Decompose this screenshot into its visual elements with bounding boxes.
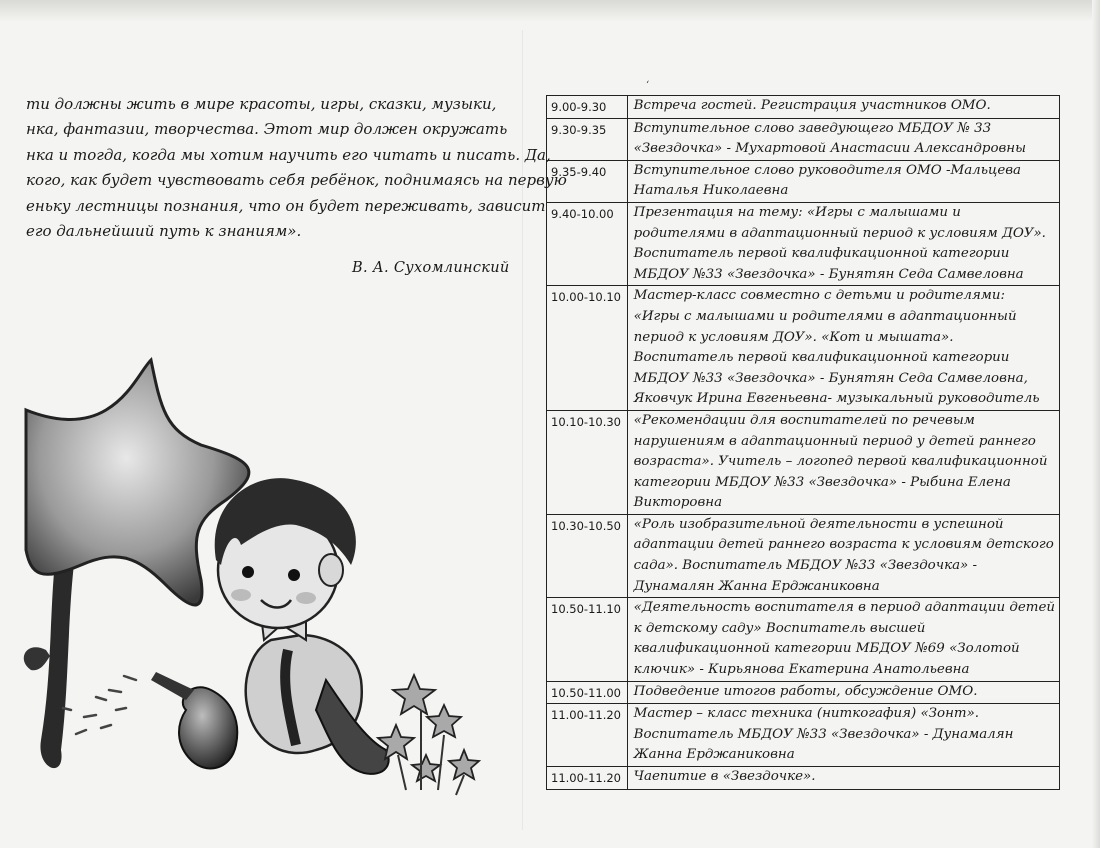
description-cell <box>627 202 1059 285</box>
table-row <box>547 681 1060 704</box>
boy-eye <box>242 566 254 578</box>
description-line: Дунамалян Жанна Ерджаниковна <box>633 578 880 594</box>
time-cell: 11.00-11.20 <box>547 767 628 790</box>
table-row <box>547 767 1060 790</box>
table-row <box>547 704 1060 767</box>
water-drops <box>63 676 136 734</box>
table-row <box>547 514 1060 597</box>
description-line: к детскому саду» Воспитатель высшей <box>633 620 926 636</box>
description-line: период к условиям ДОУ». «Кот и мышата». <box>633 329 954 345</box>
description-line: «Роль изобразительной деятельности в успешной <box>633 516 1004 532</box>
description-line: квалификационной категории МБДОУ №69 «Золотой <box>633 641 1020 657</box>
time-cell: 10.10-10.30 <box>547 410 628 514</box>
table-row <box>547 160 1060 202</box>
description-line: адаптации детей раннего возраста к условиям детского <box>633 537 1054 553</box>
description-cell <box>627 704 1059 767</box>
big-star <box>26 360 249 605</box>
description-line: Жанна Ерджаниковна <box>633 747 795 763</box>
description-cell <box>627 160 1059 202</box>
boy-watering-stars-illustration <box>26 350 506 810</box>
description-line: Подведение итогов работы, обсуждение ОМО. <box>633 683 978 699</box>
time-cell: 9.00-9.30 <box>547 96 628 119</box>
description-cell <box>627 681 1059 704</box>
description-cell <box>627 514 1059 597</box>
description-line: возраста». Учитель – логопед первой квалификационной <box>633 454 1048 470</box>
description-line: Встреча гостей. Регистрация участников ОМО. <box>633 98 991 113</box>
description-line: Викторовна <box>633 495 723 511</box>
description-line: МБДОУ №33 «Звездочка» - Бунятян Седа Самвеловна <box>633 266 1024 282</box>
description-line: Мастер-класс совместно с детьми и родителями: <box>633 288 1006 304</box>
description-line: Воспитатель первой квалификационной категории <box>633 350 1010 366</box>
description-line: Яковчук Ирина Евгеньевна- музыкальный руководитель <box>633 391 1040 407</box>
quote-line: его дальнейший путь к знаниям». <box>26 222 302 241</box>
program-schedule-table <box>546 95 1060 790</box>
quote-line: кого, как будет чувствовать себя ребёнок, поднимаясь на первую <box>26 171 567 190</box>
description-line: нарушениям в адаптационный период у детей раннего <box>633 433 1036 449</box>
description-line: Воспитатель МБДОУ №33 «Звездочка» - Дунамалян <box>633 726 1014 742</box>
table-row <box>547 118 1060 160</box>
description-line: Воспитатель первой квалификационной категории <box>633 246 1010 262</box>
table-row <box>547 598 1060 681</box>
description-line: сада». Воспитатель МБДОУ №33 «Звездочка» - <box>633 558 978 574</box>
quote-line: нка и тогда, когда мы хотим научить его читать и писать. Да, <box>26 145 551 164</box>
scan-mark: ʻ <box>646 80 650 91</box>
watering-can <box>179 687 237 768</box>
description-line: ключик» - Кирьянова Екатерина Анатольевна <box>633 662 970 678</box>
description-line: Чаепитие в «Звездочке». <box>633 769 816 784</box>
boy-eye <box>288 569 300 581</box>
table-row <box>547 410 1060 514</box>
description-cell <box>627 286 1059 411</box>
description-line: Вступительное слово руководителя ОМО -Мальцева <box>633 162 1022 178</box>
table-row <box>547 286 1060 411</box>
description-line: Мастер – класс техника (ниткогафия) «Зонт». <box>633 706 980 722</box>
time-cell: 9.35-9.40 <box>547 160 628 202</box>
description-cell <box>627 410 1059 514</box>
description-cell <box>627 118 1059 160</box>
quote-line: нка, фантазии, творчества. Этот мир должен окружать <box>26 120 508 139</box>
description-cell <box>627 96 1059 119</box>
scan-right-edge <box>1092 0 1100 848</box>
time-cell: 10.50-11.10 <box>547 598 628 681</box>
time-cell: 11.00-11.20 <box>547 704 628 767</box>
description-line: родителями в адаптационный период к условиям ДОУ». <box>633 225 1046 241</box>
scan-top-edge <box>0 0 1100 22</box>
quote-author: В. А. Сухомлинский <box>352 260 510 276</box>
small-star <box>393 675 435 714</box>
description-line: МБДОУ №33 «Звездочка» - Бунятян Седа Самвеловна, <box>633 370 1028 386</box>
description-line: «Деятельность воспитателя в период адаптации детей <box>633 600 1055 616</box>
small-star <box>427 705 461 737</box>
description-cell <box>627 767 1059 790</box>
time-cell: 9.30-9.35 <box>547 118 628 160</box>
description-line: «Игры с малышами и родителями в адаптационный <box>633 308 1017 324</box>
description-cell <box>627 598 1059 681</box>
epigraph-quote <box>26 92 567 244</box>
quote-line: ти должны жить в мире красоты, игры, сказки, музыки, <box>26 95 497 113</box>
table-row <box>547 202 1060 285</box>
time-cell: 9.40-10.00 <box>547 202 628 285</box>
watering-can-spout <box>151 672 194 700</box>
description-line: Вступительное слово заведующего МБДОУ № 33 <box>633 120 992 136</box>
time-cell: 10.00-10.10 <box>547 286 628 411</box>
description-line: «Звездочка» - Мухартовой Анастасии Александровны <box>633 141 1027 157</box>
quote-line: еньку лестницы познания, что он будет переживать, зависит <box>26 196 546 215</box>
description-line: Презентация на тему: «Игры с малышами и <box>633 204 961 220</box>
description-line: категории МБДОУ №33 «Звездочка» - Рыбина Елена <box>633 474 1011 490</box>
description-line: Наталья Николаевна <box>633 183 789 199</box>
small-star <box>449 750 479 779</box>
table-row <box>547 96 1060 119</box>
description-line: «Рекомендации для воспитателей по речевым <box>633 412 975 428</box>
small-star <box>412 755 440 781</box>
time-cell: 10.50-11.00 <box>547 681 628 704</box>
time-cell: 10.30-10.50 <box>547 514 628 597</box>
